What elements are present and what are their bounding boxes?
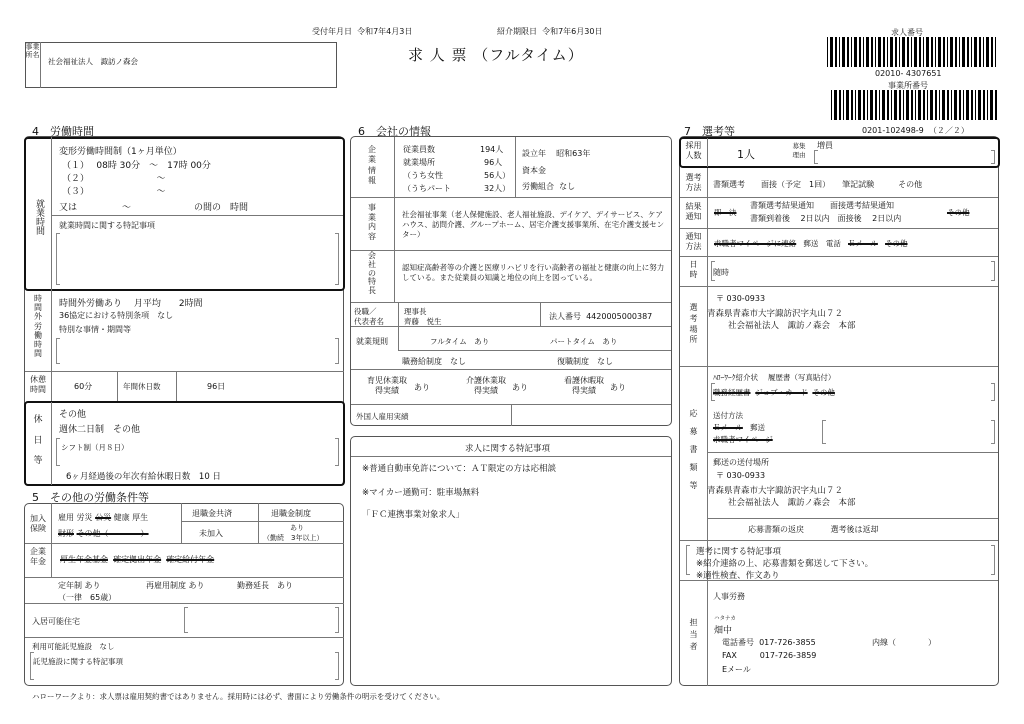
sec4-title: 4 労働時間 bbox=[32, 125, 94, 138]
feature: 認知症高齢者等の介護と医療リハビリを行い高齢者の福祉と健康の向上に努力している。また従業員の知識と地位の向上を図っている。 bbox=[402, 263, 665, 282]
office-number-label: 事業所番号 bbox=[888, 81, 928, 90]
nursing-leave: あり bbox=[610, 383, 626, 392]
rules-part: パートタイム あり bbox=[550, 337, 618, 346]
job-number: 02010- 4307651 bbox=[875, 69, 942, 78]
female-label: （うち女性 bbox=[403, 171, 443, 180]
return-note: 応募書類の返戻 選考後は返却 bbox=[748, 525, 879, 534]
place-address: 青森県青森市大字諏訪沢字丸山７２ bbox=[707, 309, 844, 319]
break-value: 60分 bbox=[74, 382, 93, 391]
business-label: 事 業 内 容 bbox=[368, 203, 376, 241]
select-note-3: ※適性検査、作文あり bbox=[696, 571, 780, 581]
office-number: 0201-102498-9 （２／２） bbox=[862, 126, 969, 135]
holiday-note: シフト制（月８日） bbox=[61, 443, 129, 452]
employees-label: 従業員数 bbox=[403, 145, 435, 154]
holiday-label: 休 日 等 bbox=[33, 415, 43, 467]
hire-box bbox=[679, 137, 1000, 168]
sec7-title: 7 選考等 bbox=[684, 125, 735, 138]
shift-2: （２） ～ bbox=[62, 174, 166, 184]
retire-fund-label: 退職金共済 bbox=[192, 509, 232, 518]
dept: 人事労務 bbox=[713, 592, 745, 601]
job-number-label: 求人番号 bbox=[891, 28, 923, 37]
rehire: 再雇用制度 あり bbox=[146, 581, 205, 590]
office-name-label: 事業所名 bbox=[25, 43, 40, 60]
holiday-other: その他 bbox=[59, 410, 87, 420]
extension: 勤務延長 あり bbox=[237, 581, 293, 590]
contact-label: 担 当 者 bbox=[689, 618, 698, 651]
sec5-title: 5 その他の労働条件等 bbox=[32, 491, 149, 504]
footer-note: ハローワークより：求人票は雇用契約書ではありません。採用時には必ず、書面により労働条件の明示を受けてください。 bbox=[32, 692, 445, 701]
rep-name: 齊藤 悦生 bbox=[404, 317, 442, 326]
rules-full: フルタイム あり bbox=[430, 337, 490, 346]
date-label: 日 時 bbox=[689, 260, 698, 279]
send-method: 送付方法 bbox=[713, 411, 743, 420]
job-number-barcode-icon bbox=[827, 37, 997, 67]
shift-type: 変形労働時間制（1ヶ月単位） bbox=[59, 147, 182, 157]
result-label: 結果 通知 bbox=[685, 202, 702, 221]
part: 32人） bbox=[484, 184, 511, 193]
place-postal: 〒 030-0933 bbox=[716, 294, 766, 303]
retire-system-label: 退職金制度 bbox=[271, 509, 311, 518]
insurance-label: 加入 保険 bbox=[30, 514, 46, 534]
pension-label: 企業 年金 bbox=[30, 547, 46, 567]
retire-fund: 未加入 bbox=[199, 529, 223, 538]
pension: 厚生年金基金 確定拠出年金 確定給付年金 bbox=[60, 555, 215, 564]
care-leave-label: 介護休業取得実績 bbox=[466, 376, 506, 396]
female: 56人） bbox=[484, 171, 511, 180]
foreign-label: 外国人雇用実績 bbox=[356, 412, 409, 421]
or-line: 又は ～ の間の 時間 bbox=[59, 203, 249, 213]
result-strike-1: 即 決 bbox=[714, 208, 737, 217]
special-1: ※普通自動車免許について：ＡＴ限定の方は応相談 bbox=[362, 464, 556, 474]
retire-system-note: （勤続 3年以上） bbox=[263, 534, 324, 542]
holiday-weekly: 週休二日制 その他 bbox=[59, 425, 141, 435]
notice-methods: 求職者マイページに連絡 郵送 電話 Ｅメール その他 bbox=[714, 239, 908, 248]
special-3: 「ＦＣ連携事業対象求人」 bbox=[362, 510, 465, 520]
retire-system: あり bbox=[290, 524, 304, 532]
page-title: 求 人 票 （フルタイム） bbox=[408, 46, 584, 64]
method: 書類選考 面接（予定 1回） 筆記試験 その他 bbox=[713, 180, 923, 189]
housing: 入居可能住宅 bbox=[32, 617, 80, 626]
tel: 電話番号 017-726-3855 bbox=[722, 638, 816, 647]
office-number-barcode-icon bbox=[831, 90, 997, 120]
shift-1: （１） 08時 30分 ～ 17時 00分 bbox=[62, 161, 211, 171]
childcare-leave-label: 育児休業取得実績 bbox=[367, 376, 407, 396]
extension-label: 内線（ ） bbox=[872, 638, 936, 647]
docs-strike: 職務経歴書 ジョブ・カード その他 bbox=[713, 388, 835, 397]
result-line-2: 書類到着後 2日以内 面接後 2日以内 bbox=[750, 214, 902, 223]
place-address-2: 社会福祉法人 諏訪ノ森会 本部 bbox=[728, 321, 856, 331]
received-date: 受付年月日 令和7年4月3日 bbox=[312, 27, 413, 36]
annual-value: 96日 bbox=[207, 382, 226, 391]
expiry-date: 紹介期限日 令和7年6月30日 bbox=[497, 27, 603, 36]
childcare-note: 託児施設に関する特記事項 bbox=[33, 657, 123, 666]
overtime-label: 時 間 外 労 働 時 間 bbox=[34, 294, 42, 359]
nursing-leave-label: 看護休暇取得実績 bbox=[564, 376, 604, 396]
feature-label: 会 社 の 特 長 bbox=[368, 251, 376, 296]
rep-label-2: 代表者名 bbox=[354, 317, 384, 326]
result-strike-2: その他 bbox=[947, 208, 970, 217]
contact-name: 畑中 bbox=[714, 626, 733, 636]
send-postal: 〒 030-0933 bbox=[716, 471, 766, 480]
rep-label-1: 役職／ bbox=[354, 307, 377, 316]
notice-label: 通知 方法 bbox=[685, 232, 702, 251]
corp-info-label: 企 業 情 報 bbox=[368, 145, 376, 186]
part-label: （うちパート bbox=[403, 184, 451, 193]
date-value: 随時 bbox=[713, 268, 729, 277]
special-2: ※マイカー通勤可：駐車場無料 bbox=[362, 488, 480, 498]
hire-count: 1人 bbox=[737, 148, 755, 161]
union: 労働組合 なし bbox=[522, 182, 576, 191]
fax: FAX 017-726-3859 bbox=[722, 651, 817, 660]
childcare-leave: あり bbox=[414, 383, 430, 392]
rules-label: 就業規則 bbox=[356, 337, 388, 346]
result-line-1: 書類選考結果通知 面接選考結果通知 bbox=[750, 201, 894, 210]
sec6-title: 6 会社の情報 bbox=[358, 125, 431, 138]
send-place: 郵送の送付場所 bbox=[713, 458, 769, 467]
retire-age: 定年制 あり bbox=[58, 581, 101, 590]
work-hours-label: 就業時間 bbox=[34, 199, 44, 235]
shift-3: （３） ～ bbox=[62, 187, 166, 197]
send-strike: 求職者マイページ bbox=[713, 435, 773, 444]
return-system: 職務給制度 なし bbox=[402, 357, 466, 366]
paid-leave: 6ヶ月経過後の年次有給休暇日数 10 日 bbox=[66, 472, 221, 482]
corp-number: 法人番号 4420005000387 bbox=[549, 312, 653, 321]
capital-label: 資本金 bbox=[522, 166, 546, 175]
insurance: 雇用 労災 公災 健康 厚生 bbox=[58, 513, 149, 522]
docs-main: ﾊﾛｰﾜｰｸ紹介状 履歴書（写真貼付） bbox=[713, 373, 836, 382]
founded: 設立年 昭和63年 bbox=[522, 149, 591, 158]
office-name: 社会福祉法人 諏訪ノ森会 bbox=[48, 57, 138, 66]
employees: 194人 bbox=[480, 145, 504, 154]
docs-label: 応 募 書 類 等 bbox=[689, 409, 698, 490]
send-mail: Ｅメール 郵送 bbox=[713, 423, 766, 432]
rehire-system: 復職制度 なし bbox=[557, 357, 613, 366]
email-label: Eメール bbox=[722, 665, 751, 674]
retire-age-note: （一律 65歳） bbox=[58, 593, 117, 602]
work-special-label: 就業時間に関する特記事項 bbox=[59, 221, 155, 230]
special-condition: 特別な事情・期間等 bbox=[59, 325, 131, 334]
agreement: 36協定における特別条項 なし bbox=[59, 311, 174, 320]
select-note-1: 選考に関する特記事項 bbox=[696, 547, 782, 557]
childcare: 利用可能託児施設 なし bbox=[32, 642, 115, 651]
rep-title: 理事長 bbox=[404, 307, 427, 316]
insurance-strike: 財形 その他（ ） bbox=[58, 529, 149, 538]
place-label: 選 考 場 所 bbox=[689, 303, 698, 345]
send-address: 青森県青森市大字諏訪沢字丸山７２ bbox=[707, 486, 844, 496]
break-label: 休憩 時間 bbox=[30, 375, 46, 395]
hire-label: 採用 人数 bbox=[685, 141, 702, 160]
send-address-2: 社会福祉法人 諏訪ノ森会 本部 bbox=[728, 498, 856, 508]
reason-label: 募集 理由 bbox=[792, 142, 806, 160]
overtime: 時間外労働あり 月平均 2時間 bbox=[59, 299, 203, 309]
special-title: 求人に関する特記事項 bbox=[465, 444, 551, 454]
site-label: 就業場所 bbox=[403, 158, 435, 167]
kana: ハタナカ bbox=[714, 616, 736, 622]
reason: 増員 bbox=[817, 141, 833, 150]
site: 96人 bbox=[484, 158, 503, 167]
method-label: 選考 方法 bbox=[685, 173, 702, 192]
care-leave: あり bbox=[512, 383, 528, 392]
annual-label: 年間休日数 bbox=[123, 382, 161, 391]
business: 社会福祉事業（老人保健施設、老人福祉施設、デイケア、デイサービス、ケアハウス、訪問介護、グループホーム、居宅介護支援事業所、在宅介護支援センター） bbox=[402, 210, 665, 239]
select-note-2: ※紹介連絡の上、応募書類を郵送して下さい。 bbox=[696, 559, 874, 569]
